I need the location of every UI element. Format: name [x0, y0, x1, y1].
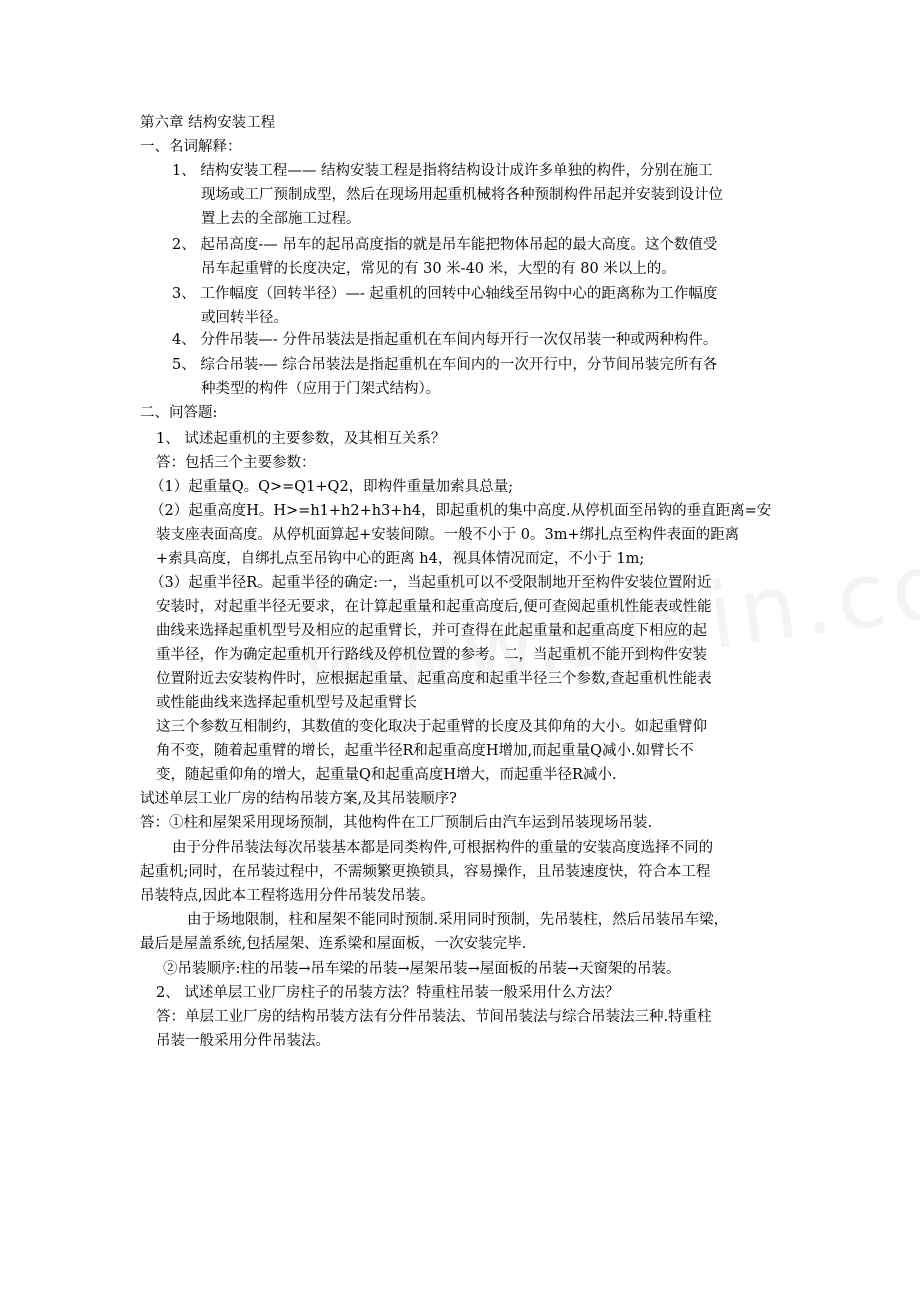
term-3-line-2: 或回转半径。 [201, 310, 288, 326]
answer-2-line-1: 答：单层工业厂房的结构吊装方法有分件吊装法、节间吊装法与综合吊装法三种.特重柱 [156, 1009, 712, 1025]
param-3-line-1: （3）起重半径R。起重半径的确定:一，当起重机可以不受限制地开至构件安装位置附近 [150, 575, 712, 591]
term-1-line-1: 1、 结构安装工程—— 结构安装工程是指将结构设计成许多单独的构件，分别在施工 [172, 163, 713, 179]
term-2-line-1: 2、 起吊高度-— 吊车的起吊高度指的就是吊车能把物体吊起的最大高度。这个数值受 [172, 237, 718, 253]
site-para-line-2: 最后是屋盖系统,包括屋架、连系梁和屋面板，一次安装完毕. [140, 936, 527, 952]
term-1-line-2: 现场或工厂预制成型，然后在现场用起重机械将各种预制构件吊起并安装到设计位 [201, 187, 723, 203]
question-2: 2、 试述单层工业厂房柱子的吊装方法？特重柱吊装一般采用什么方法？ [156, 985, 620, 1001]
param-2-line-1: （2）起重高度H。H>=h1+h2+h3+h4，即起重机的集中高度.从停机面至吊钩的垂直距离=安 [150, 503, 772, 519]
answer-extra: 答：①柱和屋架采用现场预制，其他构件在工厂预制后由汽车运到吊装现场吊装. [140, 815, 653, 831]
term-5-line-1: 5、 综合吊装-— 综合吊装法是指起重机在车间内的一次开行中，分节间吊装完所有各 [172, 357, 718, 373]
param-2-line-3: +索具高度，自绑扎点至吊钩中心的距离 h4，视具体情况而定，不小于 1m; [156, 551, 645, 567]
relation-line-1: 这三个参数互相制约，其数值的变化取决于起重臂的长度及其仰角的大小。如起重臂仰 [156, 719, 707, 735]
method-para-line-2: 起重机;同时，在吊装过程中，不需频繁更换锁具，容易操作，且吊装速度快，符合本工程 [140, 864, 711, 880]
relation-line-2: 角不变，随着起重臂的增长，起重半径R和起重高度H增加,而起重量Q减小.如臂长不 [156, 743, 694, 759]
param-3-line-5: 位置附近去安装构件时，应根据起重量、起重高度和起重半径三个参数,查起重机性能表 [156, 671, 712, 687]
site-para-line-1: 由于场地限制，柱和屋架不能同时预制.采用同时预制，先吊装柱，然后吊装吊车梁， [187, 912, 729, 928]
param-3-line-2: 安装时，对起重半径无要求，在计算起重量和起重高度后,便可查阅起重机性能表或性能 [156, 599, 712, 615]
param-2-line-2: 装支座表面高度。从停机面算起+安装间隙。一般不小于 0。3m+绑扎点至构件表面的距离 [156, 527, 740, 543]
term-5-line-2: 种类型的构件（应用于门架式结构）。 [201, 381, 441, 397]
hoisting-order: ②吊装顺序:柱的吊装→吊车梁的吊装→屋架吊装→屋面板的吊装→天窗架的吊装。 [163, 961, 681, 977]
param-3-line-4: 重半径，作为确定起重机开行路线及停机位置的参考。二，当起重机不能开到构件安装 [156, 647, 707, 663]
section-heading-qa: 二、问答题: [140, 405, 218, 421]
term-4-line-1: 4、 分件吊装—- 分件吊装法是指起重机在车间内每开行一次仅吊装一种或两种构件。 [172, 332, 718, 348]
relation-line-3: 变，随起重仰角的增大，起重量Q和起重高度H增大，而起重半径R减小. [156, 767, 617, 783]
question-extra: 试述单层工业厂房的结构吊装方案,及其吊装顺序? [140, 791, 457, 807]
term-1-line-3: 置上去的全部施工过程。 [201, 211, 361, 227]
section-heading-terms: 一、名词解释： [140, 139, 242, 155]
answer-1-intro: 答：包括三个主要参数： [156, 455, 316, 471]
param-1: （1）起重量Q。Q>=Q1+Q2，即构件重量加索具总量; [150, 479, 514, 495]
term-2-line-2: 吊车起重臂的长度决定，常见的有 30 米-40 米，大型的有 80 米以上的。 [201, 261, 676, 277]
answer-2-line-2: 吊装一般采用分件吊装法。 [156, 1033, 330, 1049]
param-3-line-3: 曲线来选择起重机型号及相应的起重臂长，并可查得在此起重量和起重高度下相应的起 [156, 623, 707, 639]
method-para-line-3: 吊装特点,因此本工程将选用分件吊装发吊装。 [140, 888, 435, 904]
param-3-line-6: 或性能曲线来选择起重机型号及起重臂长 [156, 695, 417, 711]
method-para-line-1: 由于分件吊装法每次吊装基本都是同类构件,可根据构件的重量的安装高度选择不同的 [172, 840, 714, 856]
term-3-line-1: 3、 工作幅度（回转半径）—- 起重机的回转中心轴线至吊钩中心的距离称为工作幅度 [172, 286, 718, 302]
question-1: 1、 试述起重机的主要参数，及其相互关系？ [156, 431, 446, 447]
chapter-title: 第六章 结构安装工程 [140, 115, 276, 131]
